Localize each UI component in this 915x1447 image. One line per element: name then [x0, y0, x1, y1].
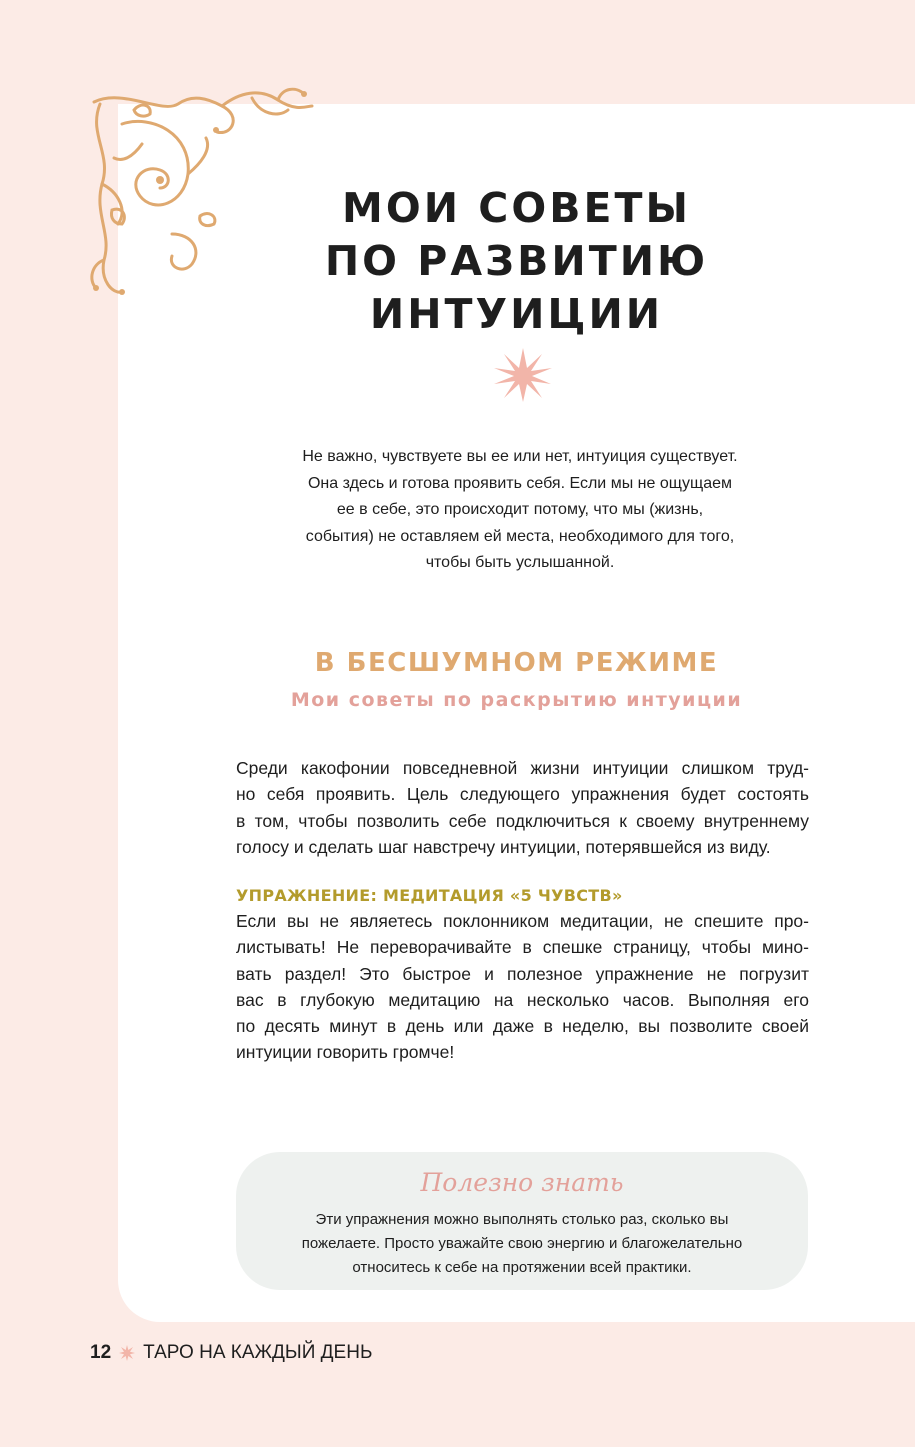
title-line: ПО РАЗВИТИЮ — [324, 237, 709, 285]
paragraph-line: в том, чтобы позволить себе подключиться к своему внутреннему — [236, 810, 809, 831]
tip-text — [256, 1208, 788, 1280]
page-title — [118, 182, 915, 341]
page-footer — [90, 1340, 372, 1366]
intro-line: события) не оставляем ей места, необходимого для того, — [305, 527, 735, 545]
section-title: В БЕСШУМНОМ РЕЖИМЕ — [314, 648, 719, 678]
paragraph-line: Если вы не являетесь поклонником медитации, не спешите про- — [236, 911, 809, 931]
page-number: 12 — [90, 1342, 112, 1363]
intro-line: чтобы быть услышанной. — [425, 554, 615, 571]
paragraph-line: вас в глубокую медитацию на несколько часов. Выполняя его — [236, 989, 809, 1010]
tip-line: относитесь к себе на протяжении всей практики. — [352, 1259, 692, 1276]
intro-paragraph — [230, 444, 810, 577]
tip-box — [236, 1152, 808, 1290]
star-icon — [119, 1345, 135, 1361]
paragraph-line: листывать! Не переворачивайте в спешке страницу, чтобы мино- — [236, 937, 809, 958]
intro-line: Она здесь и готова проявить себя. Если мы не ощущаем — [307, 474, 733, 492]
book-title: ТАРО НА КАЖДЫЙ ДЕНЬ — [143, 1342, 373, 1363]
exercise-paragraph — [236, 908, 809, 1066]
tip-title: Полезно знать — [420, 1168, 624, 1197]
intro-line: Не важно, чувствуете вы ее или нет, интуиция существует. — [302, 448, 738, 465]
paragraph-line: Среди какофонии повседневной жизни интуиции слишком труд- — [236, 758, 809, 778]
exercise-heading: УПРАЖНЕНИЕ: МЕДИТАЦИЯ «5 ЧУВСТВ» — [236, 886, 623, 905]
body-paragraph — [236, 755, 809, 860]
paragraph-line: интуиции говорить громче! — [236, 1042, 455, 1063]
paragraph-line: по десять минут в день или даже в неделю, вы позволите своей — [236, 1016, 809, 1037]
title-line: ИНТУИЦИИ — [369, 290, 664, 338]
star-moons-divider-icon — [458, 346, 588, 402]
paragraph-line: голосу и сделать шаг навстречу интуиции, потерявшейся из виду. — [236, 836, 771, 857]
tip-line: пожелаете. Просто уважайте свою энергию и благожелательно — [301, 1235, 743, 1252]
section-subtitle: Мои советы по раскрытию интуиции — [290, 689, 743, 711]
paragraph-line: но себя проявить. Цель следующего упражнения будет состоять — [236, 784, 809, 805]
intro-line: ее в себе, это происходит потому, что мы (жизнь, — [336, 501, 704, 518]
title-line: МОИ СОВЕТЫ — [342, 184, 691, 232]
paragraph-line: вать раздел! Это быстрое и полезное упражнение не погрузит — [236, 963, 809, 984]
tip-line: Эти упражнения можно выполнять столько раз, сколько вы — [315, 1211, 729, 1228]
